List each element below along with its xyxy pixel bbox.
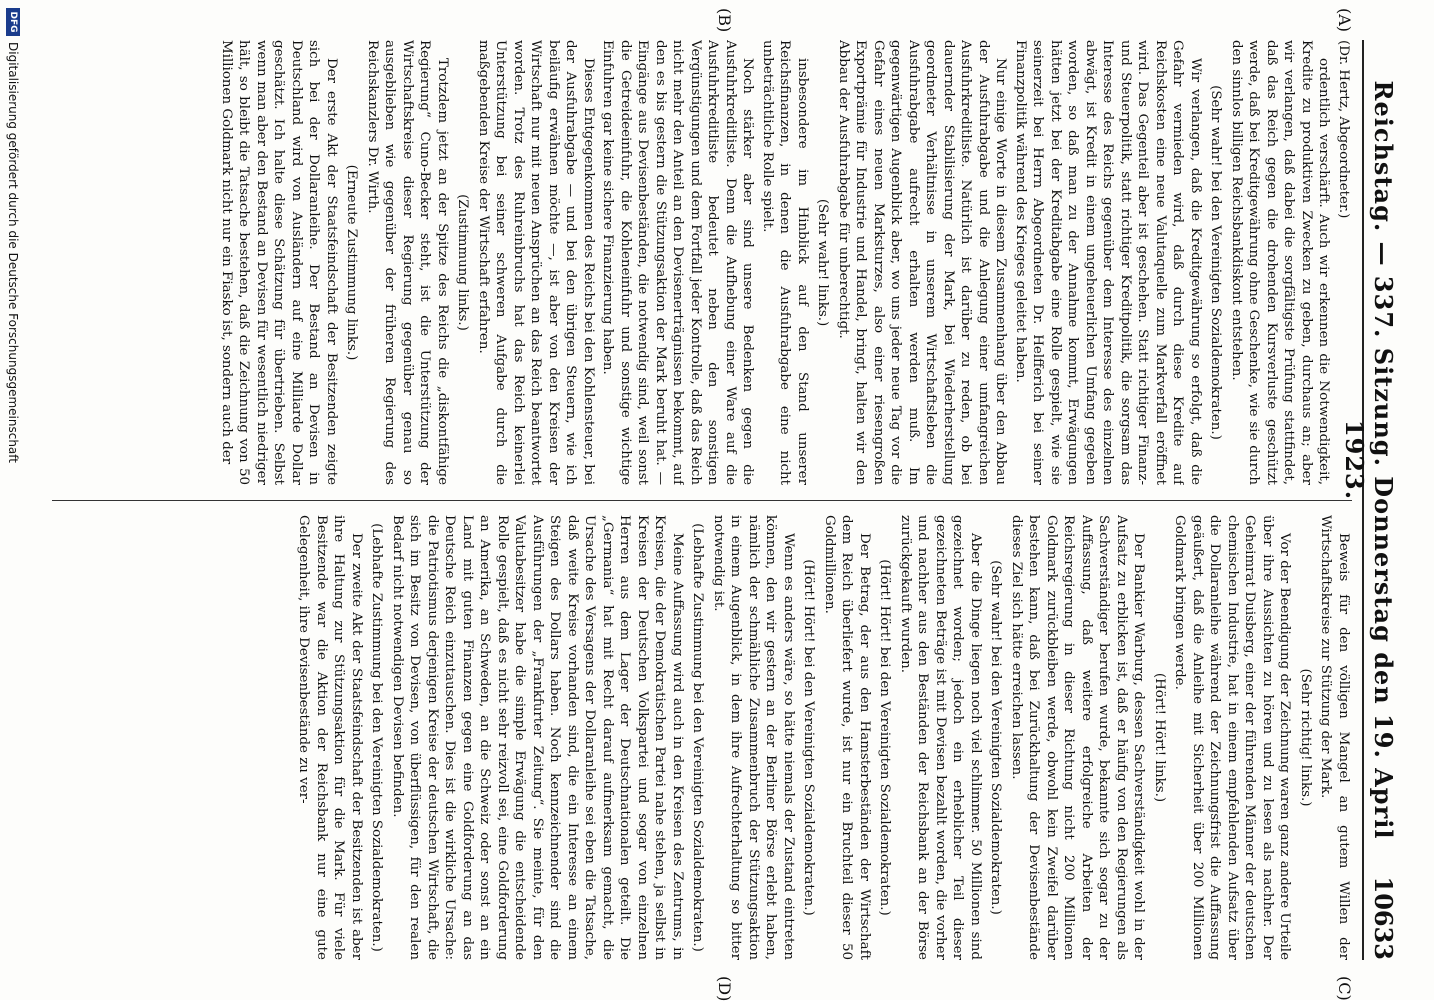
interjection: (Lebhafte Zustimmung bei den Vereinigten Sozialdemokraten.) — [369, 523, 385, 952]
interjection: (Lebhafte Zustimmung bei den Vereinigten Sozialdemokraten.) — [690, 523, 706, 952]
column-divider — [52, 500, 1352, 501]
dfg-logo: DFG — [6, 8, 20, 36]
margin-marker-c: (C) — [1335, 976, 1354, 1001]
page-number: 10633 — [1369, 876, 1398, 960]
margin-marker-b: (B) — [715, 8, 734, 33]
paragraph: Der Bankier Warburg, dessen Sachverständigkeit wohl in der Aufsatz zu erblicken ist, daß er häufig von den Regierungen als Sachverständiger berufen wurde, bekannte sich sogar zu der Auffassung, daß weitere erfolgreiche Arbeiten der Reichsregierung in dieser Richtung nicht 200 Millionen Goldmark zurückbleiben werde, obwohl kein Zweifel darüber bestehen kann, daß bei Zurückhaltung der Devisenbestände dieses Ziel sich hätte erreichen lassen. — [1009, 515, 1147, 960]
paragraph: Meine Auffassung wird auch in den Kreisen des Zentrums, in Kreisen, die der Demokratischen Partei nahe stehen, ja selbst in Kreisen der Deutschen Volkspartei und sogar von einzelnen Herren aus dem Lager der Deutschnationalen geteilt. Die „Germania“ hat mit Recht darauf aufmerksam gemacht, die Ursache des Versagens der Dollaranleihe sei eben die Tatsache, daß weite Kreise vorhanden sind, die ein Interesse an einem Steigen des Dollars haben. Noch kennzeichnender sind die Ausführungen der „Frankfurter Zeitung“. Sie meinte, für den Valutabesitzer habe die simple Erwägung die entscheidende Rolle gespielt, daß es nicht sehr reizvoll sei, eine Goldforderung an Amerika, an Schweden, an die Schweiz oder sonst an ein Land mit guten Finanzen gegen eine Goldforderung an das Deutsche Reich einzutauschen. Dies ist die wirkliche Ursache: die Patriotismus derjenigen Kreise der deutschen Wirtschaft, die sich im Besitz von Devisen, von überflüssigen, für den realen Bedarf nicht notwendigen Devisen befinden. — [390, 515, 685, 960]
paragraph: Beweis für den völligen Mangel an gutem Willen der Wirtschaftskreise zur Stützung der Mark. — [1318, 515, 1351, 960]
interjection: (Hört! Hört! bei den Vereinigten Sozialdemokraten.) — [801, 559, 817, 916]
paragraph: Aber die Dinge liegen noch viel schlimmer. 50 Millionen sind gezeichnet worden; jedoch ein erheblicher Teil dieser gezeichneten Beträge ist mit Devisen bezahlt worden, die vorher und nachher aus den Beständen der Reichsbank an der Börse zurückgekauft wurden. — [898, 515, 983, 960]
paragraph: Wenn es anders wäre, so hätte niemals der Zustand eintreten können, den wir gestern an der Berliner Börse erlebt haben, nämlich der schmähliche Zusammenbruch der Stützungsaktion in einem Augenblick, in dem ihre Aufrechterhaltung so bitter notwendig ist. — [711, 515, 796, 960]
digitization-note: Digitalisierung gefördert durch die Deutsche Forschungsgemeinschaft — [6, 42, 20, 464]
interjection: (Sehr wahr! bei den Vereinigten Sozialdemokraten.) — [988, 560, 1004, 915]
paragraph: Der zweite Akt der Staatsfeindschaft der Besitzenden ist aber ihre Haltung zur Stützungsaktion für die Mark. Für viele Besitzende war die Aktion der Reichsbank nur eine gute Gelegenheit, ihre Devisenbestände zu ver- — [296, 515, 364, 960]
paragraph: Der erste Akt der Staatsfeindschaft der Besitzenden zeigte sich bei der Dollaranleihe. Der Bestand an Devisen in Deutschland wird von Ausländern auf eine Milliarde Dollar geschätzt. Ich halte diese Schätzung für übertrieben. Selbst wenn man aber den Bestand an Devisen für wesentlich niedriger hält, so bleibt die Tatsache bestehen, daß die Zeichnung von 50 Millionen Goldmark nicht nur ein Fiasko ist, sondern auch der — [219, 40, 339, 485]
margin-marker-d: (D) — [715, 976, 734, 1001]
paragraph: Trotzdem jetzt an der Spitze des Reichs die „diskontfähige Regierung“ Cuno-Becker steht, ist die Unterstützung der Wirtschaftskreise dieser Regierung gegenüber genau so ausgeblieben wie gegenüber der früheren Regierung des Reichskanzlers Dr. Wirth. — [365, 40, 450, 485]
interjection: (Hört! Hört! bei den Vereinigten Sozialdemokraten.) — [877, 559, 893, 916]
page-title: Reichstag. — 337. Sitzung. Donnerstag den 19. April 1923. — [1340, 80, 1398, 840]
paragraph: Der Betrag, der aus den Hamsterbeständen der Wirtschaft dem Reich überliefert wurde, ist nur ein Bruchteil dieser 50 Goldmillionen. — [822, 515, 872, 960]
speaker-line: (Dr. Hertz, Abgeordneter.) — [1336, 40, 1351, 219]
interjection: (Sehr wahr! bei den Vereinigten Sozialdemokraten.) — [1208, 85, 1224, 440]
interjection: (Sehr wahr! links.) — [815, 198, 831, 327]
paragraph: ordentlich verschärft. Auch wir erkennen die Notwendigkeit, Kredite zu produktiven Zwecken zu geben, durchaus an; aber wir verlangen, daß dabei die sorgfältigste Prüfung stattfindet, daß das Reich gegen die drohenden Kursverluste geschützt werde, daß bei Kreditgewährung ohne Geschenke, wie sie durch den sinnlos billigen Reichsbankdiskont entstehen. — [1229, 40, 1332, 485]
interjection: (Sehr richtig! links.) — [1298, 668, 1313, 807]
paragraph: Dieses Entgegenkommen des Reichs bei den Kohlensteuer, bei der Ausfuhrabgabe — und bei den übrigen Steuern, wie ich beiläufig erwähnen möchte —, ist aber von den Kreisen der Wirtschaft nur mit neuen Ansprüchen an das Reich beantwortet worden. Trotz des Ruhreinbruchs hat das Reich keinerlei Unterstützung bei seiner schweren Aufgabe durch die maßgebenden Kreise der Wirtschaft erfahren. — [476, 40, 596, 485]
text-column-left — [52, 40, 1352, 485]
interjection: (Zustimmung links.) — [455, 194, 471, 331]
interjection: (Erneute Zustimmung links.) — [344, 164, 360, 361]
paragraph: Noch stärker aber sind unsere Bedenken gegen die Ausfuhrkreditliste. Denn die Aufhebung einer Ware auf die Ausfuhrkreditliste bedeutet neben den sonstigen Vergünstigungen und dem Fortfall jeder Kontrolle, daß das Reich nicht mehr den Anteil an den Devisenerträgnissen bekommt, auf den es bis gestern die Stützungsaktion der Mark beruht hat. — Eingänge aus Devisenbeständen, die notwendig sind, weil sonst die Getreideeinfuhr, die Kohleneinfuhr und sonstige wichtige Einfuhren gar keine sichere Finanzierung haben. — [600, 40, 756, 485]
page-footer — [2, 0, 22, 1000]
interjection: (Hört! Hört! links.) — [1152, 672, 1167, 803]
text-column-right — [52, 515, 1352, 960]
paragraph: Wir verlangen, daß die Kreditgewährung so erfolgt, daß die Gefahr vermieden wird, daß durch diese Kredite auf Reichskosten eine neue Valutaquelle zum Markverfall eröffnet wird. Das Gegenteil aber ist geschehen. Statt richtiger Finanz- und Steuerpolitik, statt richtiger Kreditpolitik, die sorgsam das Interesse des Reichs gegenüber dem Interesse des einzelnen abwägt, ist Kredit in einem ungeheuerlichen Umfang gegeben worden, so daß man zu der Annahme kommt, Erwägungen hätten jetzt bei der Kreditabgabe eine Rolle gespielt, wie sie seinerzeit bei Herrn Abgeordneten Dr. Helfferich bei seiner Finanzpolitik während des Krieges geleitet haben. — [1013, 40, 1203, 485]
paragraph: Nur einige Worte in diesem Zusammenhang über den Abbau der Ausfuhrabgabe und die Anlegung einer umfangreichen Ausfuhrkreditliste. Natürlich ist darüber zu reden, ob bei dauernder Stabilisierung der Mark, bei Wiederherstellung geordneter Verhältnisse in unserem Wirtschaftsleben die Ausfuhrabgabe aufrecht erhalten werden muß. Im gegenwärtigen Augenblick aber, wo uns jeder neue Tag vor die Gefahr eines neuen Marksturzes, also einer riesengroßen Exportprämie für Industrie und Handel, bringt, halten wir den Abbau der Ausfuhrabgabe für unberechtigt. — [836, 40, 1009, 485]
margin-marker-a: (A) — [1335, 8, 1354, 33]
paragraph: insbesondere im Hinblick auf den Stand unserer Reichsfinanzen, in denen die Ausfuhrabgabe eine nicht unbeträchtliche Rolle spielt. — [760, 40, 810, 485]
paragraph: Vor der Beendigung der Zeichnung waren ganz andere Urteile über ihre Aussichten zu hören und zu lesen als nachher. Der Geheimrat Duisberg, einer der führenden Männer der deutschen chemischen Industrie, hat in einem empfehlenden Aufsatz über die Dollaranleihe während der Zeichnungsfrist die Auffassung geäußert, daß die Anleihe mit Sicherheit über 200 Millionen Goldmark bringen werde. — [1172, 515, 1293, 960]
